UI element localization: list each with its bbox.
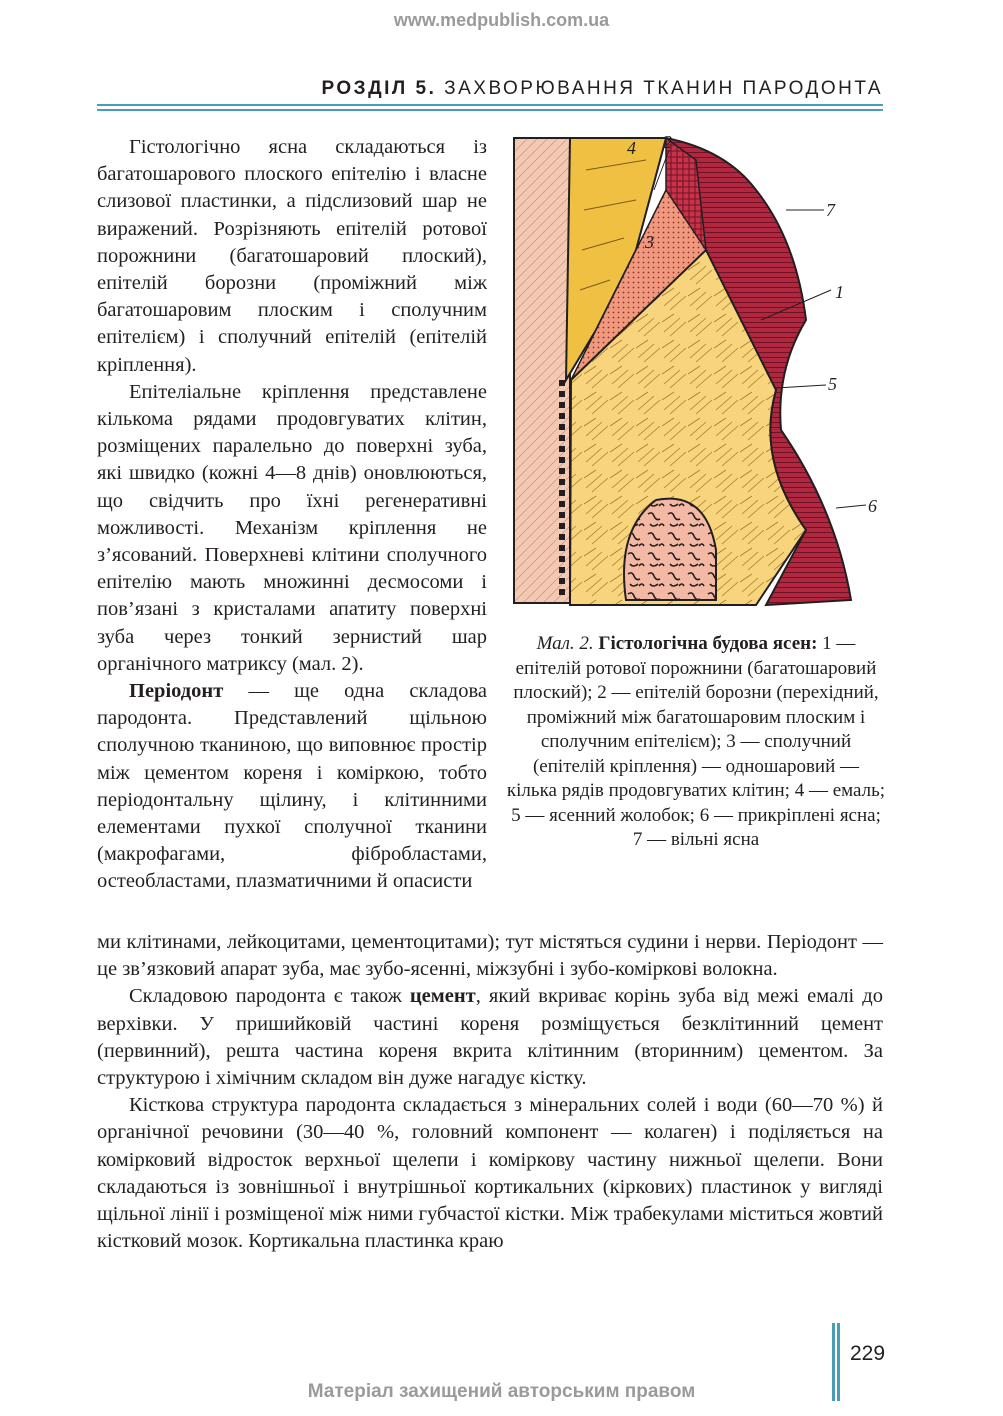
caption-text: 1 — епітелій ротової порожнини (багатошаровий плоский); 2 — епітелій борозни (перехідний, проміжний між багатошаровим плоским і сполучним епітелієм); 3 — сполучний (епітелій кріплення) — одношаровий — кілька рядів продовгуватих клітин; 4 — емаль; 5 — ясенний жолобок; 6 — прикріплені ясна; 7 — вільні ясна xyxy=(506,633,886,850)
figure-caption xyxy=(506,632,886,853)
full-width-text xyxy=(97,929,883,1255)
figure-label-2: 2 xyxy=(663,132,672,152)
caption-title: Гістологічна будова ясен: xyxy=(598,633,818,654)
paragraph-periodontium xyxy=(97,678,487,896)
term-periodontium: Періодонт xyxy=(129,680,224,703)
header-rule-top xyxy=(97,104,883,106)
running-head xyxy=(321,78,883,100)
copyright-watermark: Матеріал захищений авторським правом xyxy=(307,1381,696,1402)
caption-label: Мал. 2. xyxy=(536,633,594,654)
paragraph-cementum xyxy=(97,983,883,1092)
term-cementum: цемент xyxy=(409,985,476,1008)
figure-label-6: 6 xyxy=(868,496,877,516)
site-watermark: www.medpublish.com.ua xyxy=(393,10,610,30)
chapter-title: ЗАХВОРЮВАННЯ ТКАНИН ПАРОДОНТА xyxy=(444,78,883,99)
paragraph-epithelial-attachment: Епітеліальне кріплення представлене кількома рядами продовгуватих клітин, розміщених паралельно до поверхні зуба, які швидко (кожні 4—8 днів) оновлюються, що свідчить про їхні регенеративні можливості. Механізм кріплення не з’ясований. Поверхневі клітини сполучного епітелію мають множинні десмосоми і пов’язані з кристалами апатиту поверхні зуба через тонкий зернистий шар органічного матриксу (мал. 2). xyxy=(97,380,487,675)
paragraph-gingiva-histology: Гістологічно ясна складаються із багатошарового плоского епітелію і власне слизової пластинки, а підслизовий шар не виражений. Розрізняють епітелій ротової порожнини (багатошаровий плоский), епітелій борозни (проміжний між багатошаровим плоским і сполучним епітелієм) і сполучний епітелій (епітелій кріплення). xyxy=(97,136,487,376)
page-number: 229 xyxy=(850,1342,886,1365)
cementum-text-start: Складовою пародонта є також xyxy=(129,985,410,1008)
figure-label-1: 1 xyxy=(835,282,844,302)
left-column xyxy=(97,134,487,896)
figure-label-4: 4 xyxy=(627,138,636,158)
chapter-label: РОЗДІЛ 5. xyxy=(321,78,437,99)
figure-label-7: 7 xyxy=(826,200,835,220)
cementum-text-end: , який вкриває корінь зуба від межі емалі до верхівки. У пришийковій частині кореня розміщується безклітинний цемент (первинний), решта частина кореня вкрита клітинним (вторинним) цементом. За структурою і хімічним складом він дуже нагадує кістку. xyxy=(97,985,883,1090)
header-rule-bottom xyxy=(97,109,883,111)
periodontium-text: — ще одна складова пародонта. Представлений щільною сполучною тканиною, що виповнює простір між цементом кореня і коміркою, тобто періодонтальну щілину, і клітинними елементами пухкої сполучної тканини (макрофагами, фібробластами, остеобластами, плазматичними й опасисти xyxy=(97,680,487,893)
tooth-dentin xyxy=(514,138,570,603)
paragraph-periodontium-continued: ми клітинами, лейкоцитами, цементоцитами); тут містяться судини і нерви. Періодонт — це зв’язковий апарат зуба, має зубо-ясенні, міжзубні і зубо-коміркові волокна. xyxy=(97,931,883,981)
figure-label-3: 3 xyxy=(645,232,654,252)
gingiva-histology-figure xyxy=(506,130,886,630)
figure-label-5: 5 xyxy=(828,374,837,394)
paragraph-bone-structure: Кісткова структура пародонта складається з мінеральних солей і води (60—70 %) й органічної речовини (30—40 %, головний компонент — колаген) і поділяється на комірковий відросток верхньої щелепи і коміркову частину нижньої щелепи. Вони складаються із зовнішньої і внутрішньої кортикальних (кіркових) пластинок у вигляді щільної лінії і розміщеної між ними губчастої кістки. Між трабекулами міститься жовтий кістковий мозок. Кортикальна пластинка краю xyxy=(97,1094,883,1253)
